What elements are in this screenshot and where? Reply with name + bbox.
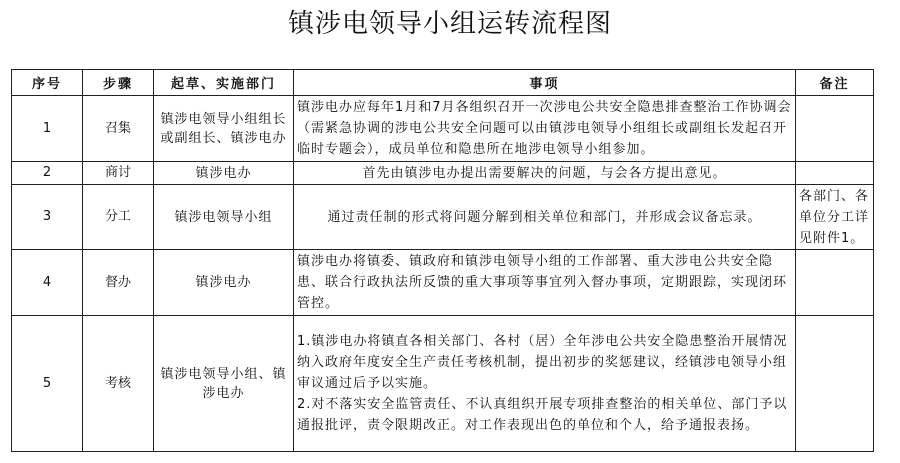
row-item: [294, 316, 796, 452]
table-row: [12, 96, 874, 162]
row-dept: 镇涉电领导小组: [154, 185, 294, 250]
item-paragraph: 通过责任制的形式将问题分解到相关单位和部门，并形成会议备忘录。: [327, 209, 762, 225]
row-item: [294, 162, 796, 185]
row-step: 分工: [83, 185, 154, 250]
header-item: 事项: [294, 70, 796, 96]
row-no: 5: [12, 316, 83, 452]
row-no: 3: [12, 185, 83, 250]
table-header-row: [12, 70, 874, 96]
row-item: [294, 185, 796, 250]
row-dept: 镇涉电领导小组、镇涉电办: [154, 316, 294, 452]
row-step: 督办: [83, 250, 154, 316]
header-note: 备注: [796, 70, 874, 96]
row-no: 2: [12, 162, 83, 185]
row-no: 4: [12, 250, 83, 316]
table-row: [12, 162, 874, 185]
item-paragraph: 2.对不落实安全监管责任、不认真组织开展专项排查整治的相关单位、部门予以通报批评，责令限期改正。对工作表现出色的单位和个人，给予通报表扬。: [297, 397, 788, 433]
row-note: [796, 96, 874, 162]
header-step: 步骤: [83, 70, 154, 96]
row-note: 各部门、各单位分工详见附件1。: [796, 185, 874, 250]
table-row: [12, 250, 874, 316]
table-row: [12, 185, 874, 250]
item-paragraph: 1.镇涉电办将镇直各相关部门、各村（居）全年涉电公共安全隐患整治开展情况纳入政府年度安全生产责任考核机制，提出初步的奖惩建议，经镇涉电领导小组审议通过后予以实施。: [297, 334, 788, 391]
header-no: 序号: [12, 70, 83, 96]
item-paragraph: 镇涉电办应每年1月和7月各组织召开一次涉电公共安全隐患排查整治工作协调会（需紧急协调的涉电公共安全问题可以由镇涉电领导小组组长或副组长发起召开临时专题会），成员单位和隐患所在地涉电领导小组参加。: [297, 100, 792, 157]
row-dept: 镇涉电领导小组组长或副组长、镇涉电办: [154, 96, 294, 162]
header-dept: 起草、实施部门: [154, 70, 294, 96]
row-dept: 镇涉电办: [154, 162, 294, 185]
row-note: [796, 162, 874, 185]
row-item: [294, 96, 796, 162]
row-no: 1: [12, 96, 83, 162]
page-title: 镇涉电领导小组运转流程图: [287, 9, 612, 39]
item-paragraph: 镇涉电办将镇委、镇政府和镇涉电领导小组的工作部署、重大涉电公共安全隐患、联合行政执法所反馈的重大事项等事宜列入督办事项，定期跟踪，实现闭环管控。: [297, 254, 788, 311]
table-row: [12, 316, 874, 452]
row-note: [796, 316, 874, 452]
row-item: [294, 250, 796, 316]
row-step: 商讨: [83, 162, 154, 185]
row-step: 考核: [83, 316, 154, 452]
workflow-table: [11, 69, 874, 452]
row-step: 召集: [83, 96, 154, 162]
row-note: [796, 250, 874, 316]
item-paragraph: 首先由镇涉电办提出需要解决的问题，与会各方提出意见。: [362, 165, 727, 181]
row-dept: 镇涉电办: [154, 250, 294, 316]
